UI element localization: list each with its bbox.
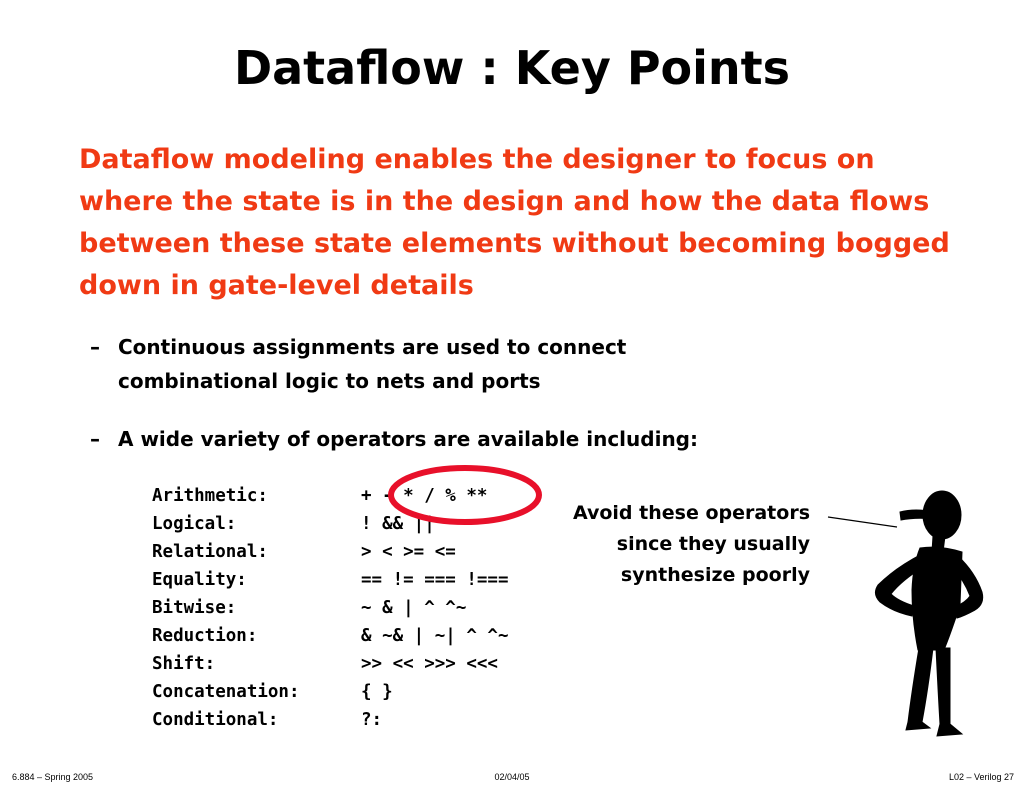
operator-category: Arithmetic: — [152, 486, 268, 506]
operator-category: Bitwise: — [152, 598, 237, 618]
intro-paragraph: Dataflow modeling enables the designer to focus on where the state is in the design and how the data flows between these state elements without becoming bogged down in gate-level details — [79, 144, 950, 301]
operator-category: Shift: — [152, 654, 216, 674]
operator-list: ! && || — [361, 514, 435, 534]
operator-category: Reduction: — [152, 626, 258, 646]
slide-title: Dataflow : Key Points — [233, 41, 791, 95]
operator-category: Conditional: — [152, 710, 279, 730]
bullet-dash: – — [90, 427, 100, 451]
operator-list: ~ & | ^ ^~ — [361, 598, 467, 618]
operator-list: { } — [361, 682, 393, 702]
stick-figure-icon — [875, 491, 982, 736]
operator-list: == != === !=== — [361, 570, 509, 590]
operator-category: Logical: — [152, 514, 237, 534]
callout-text: Avoid these operators since they usually synthesize poorly — [572, 502, 810, 586]
operator-list: + - * / % ** — [361, 486, 488, 506]
callout-pointer-line — [828, 517, 897, 527]
operator-category: Relational: — [152, 542, 268, 562]
bullet-text: A wide variety of operators are available including: — [118, 427, 698, 451]
footer-date: 02/04/05 — [494, 772, 530, 782]
bullet-text: Continuous assignments are used to connect combinational logic to nets and ports — [118, 335, 627, 393]
operator-list: ?: — [361, 710, 383, 730]
bullet-dash: – — [90, 335, 100, 359]
operator-list: >> << >>> <<< — [361, 654, 498, 674]
operator-list: > < >= <= — [361, 542, 456, 562]
footer-slide-number: L02 – Verilog 27 — [948, 772, 1014, 782]
footer-course: 6.884 – Spring 2005 — [12, 772, 94, 782]
operator-category: Concatenation: — [152, 682, 300, 702]
operator-category: Equality: — [152, 570, 247, 590]
highlight-ellipse — [391, 468, 539, 522]
operator-list: & ~& | ~| ^ ^~ — [361, 626, 509, 646]
